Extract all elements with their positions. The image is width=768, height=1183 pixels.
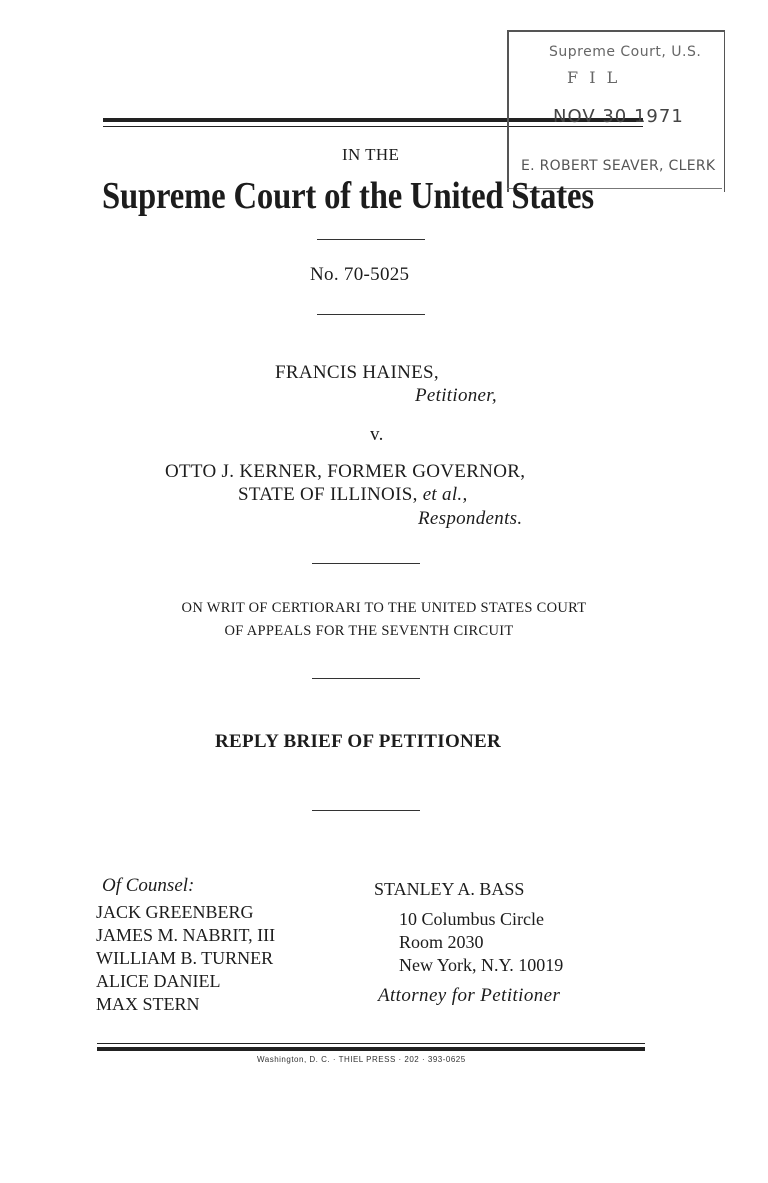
of-counsel-label: Of Counsel: (102, 875, 195, 896)
stamp-clerk: E. ROBERT SEAVER, CLERK (521, 158, 716, 174)
writ-line-1: ON WRIT OF CERTIORARI TO THE UNITED STATES COURT (181, 600, 587, 616)
document-title: REPLY BRIEF OF PETITIONER (215, 731, 502, 752)
counsel-name: WILLIAM B. TURNER (96, 948, 274, 968)
attorney-address-2: Room 2030 (399, 932, 484, 952)
attorney-address-3: New York, N.Y. 10019 (399, 955, 564, 975)
divider-5 (312, 810, 420, 811)
respondent-role: Respondents. (418, 508, 523, 529)
printer-credit: Washington, D. C. · THIEL PRESS · 202 · 393-0625 (257, 1055, 466, 1064)
divider-3 (312, 563, 420, 564)
respondent-line-1: OTTO J. KERNER, FORMER GOVERNOR, (165, 461, 526, 482)
attorney-address-1: 10 Columbus Circle (399, 909, 544, 929)
respondent-etal: et al., (422, 484, 468, 505)
counsel-list (96, 901, 275, 1016)
versus: v. (370, 424, 384, 445)
court-title: Supreme Court of the United States (102, 175, 594, 217)
stamp-filed: F I L (567, 68, 621, 87)
case-number: No. 70-5025 (310, 264, 410, 285)
divider-2 (317, 314, 425, 315)
petitioner-name: FRANCIS HAINES, (275, 362, 439, 383)
counsel-name: ALICE DANIEL (96, 971, 221, 991)
counsel-name: MAX STERN (96, 994, 200, 1014)
respondent-state: STATE OF ILLINOIS, (238, 484, 418, 505)
bottom-rule-thick (97, 1047, 645, 1051)
attorney-role: Attorney for Petitioner (378, 985, 561, 1006)
divider-1 (317, 239, 425, 240)
attorney-name: STANLEY A. BASS (374, 879, 525, 899)
divider-4 (312, 678, 420, 679)
stamp-court: Supreme Court, U.S. (549, 44, 702, 60)
bottom-rule-thin (97, 1043, 645, 1044)
counsel-name: JAMES M. NABRIT, III (96, 925, 276, 945)
writ-line-2: OF APPEALS FOR THE SEVENTH CIRCUIT (224, 623, 514, 639)
petitioner-role: Petitioner, (415, 385, 497, 406)
stamp-date: NOV 30 1971 (553, 106, 684, 127)
in-the-label: IN THE (342, 145, 400, 164)
counsel-name: JACK GREENBERG (96, 902, 254, 922)
filing-stamp (507, 30, 725, 192)
respondent-line-2 (238, 484, 468, 506)
